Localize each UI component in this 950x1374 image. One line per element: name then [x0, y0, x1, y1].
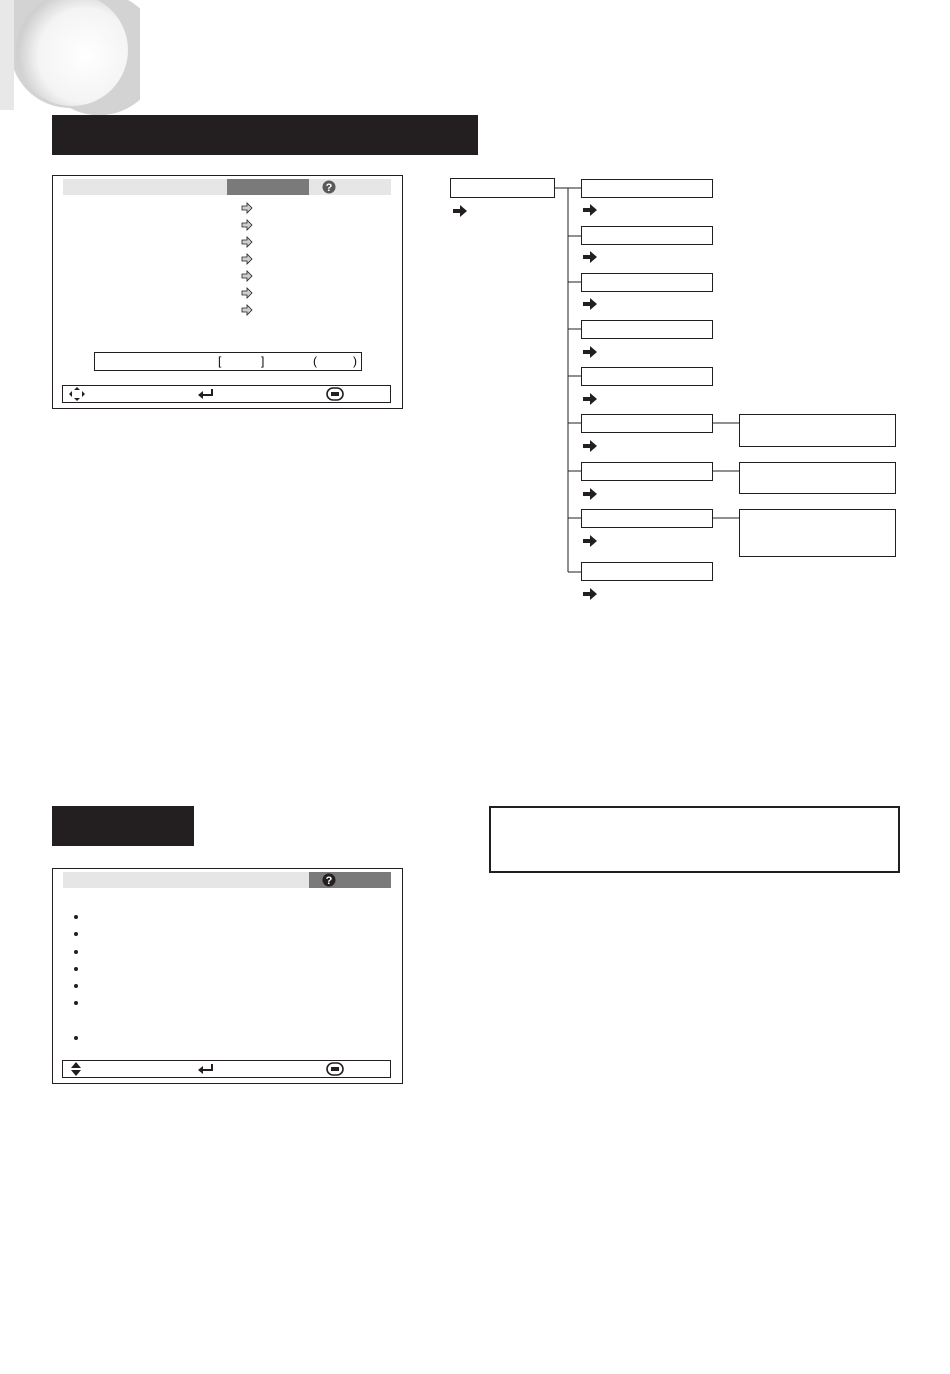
submenu-arrow-icon[interactable] — [241, 219, 253, 231]
tree-sub-box — [740, 415, 896, 447]
svg-text:?: ? — [325, 875, 333, 887]
enter-return-icon — [197, 387, 215, 401]
svg-text:?: ? — [325, 182, 333, 194]
menu-footer-bar — [62, 385, 391, 403]
submenu-arrow-icon[interactable] — [241, 304, 253, 316]
submenu-arrow-icon[interactable] — [241, 236, 253, 248]
on-screen-menu — [52, 868, 403, 1084]
help-icon[interactable] — [322, 180, 336, 194]
tree-sub-box — [740, 510, 896, 557]
bullet-point — [74, 1036, 78, 1040]
tree-branch-box — [582, 563, 713, 581]
menu-header-bar — [63, 872, 309, 888]
menu-tree-diagram — [440, 170, 910, 610]
bracket: ] — [261, 354, 265, 368]
bullet-point — [74, 950, 78, 954]
four-way-navigation-icon — [67, 387, 87, 401]
tree-branch-box — [582, 368, 713, 386]
bullet-point — [74, 932, 78, 936]
menu-footer-bar — [62, 1060, 391, 1078]
submenu-arrow-icon[interactable] — [241, 202, 253, 214]
black-right-arrow-icon — [583, 346, 597, 358]
corner-decoration — [0, 0, 140, 120]
black-right-arrow-icon — [583, 440, 597, 452]
enter-return-icon — [197, 1062, 215, 1076]
up-down-navigation-icon — [69, 1062, 83, 1076]
note-box — [489, 806, 900, 873]
tree-branch-box — [582, 180, 713, 198]
selected-menu-tab[interactable] — [227, 179, 309, 195]
black-right-arrow-icon — [583, 488, 597, 500]
tree-branch-box — [582, 415, 713, 433]
bracket: [ — [218, 354, 222, 368]
black-right-arrow-icon — [583, 298, 597, 310]
submenu-arrow-icon[interactable] — [241, 287, 253, 299]
parenthesis: ) — [353, 354, 357, 368]
black-right-arrow-icon — [583, 535, 597, 547]
tree-branch-box — [582, 227, 713, 245]
tree-branch-box — [582, 321, 713, 339]
status-field — [94, 352, 362, 371]
menu-button-icon — [326, 1062, 344, 1076]
black-right-arrow-icon — [583, 393, 597, 405]
bullet-point — [74, 915, 78, 919]
menu-button-icon — [326, 387, 344, 401]
tree-sub-box — [740, 463, 896, 494]
black-right-arrow-icon — [453, 205, 467, 217]
menu-header-bar — [63, 179, 227, 195]
help-icon[interactable] — [322, 873, 336, 887]
tree-branch-box — [582, 274, 713, 292]
submenu-arrow-icon[interactable] — [241, 253, 253, 265]
black-right-arrow-icon — [583, 204, 597, 216]
submenu-arrow-icon[interactable] — [241, 270, 253, 282]
parenthesis: ( — [313, 354, 317, 368]
black-right-arrow-icon — [583, 251, 597, 263]
black-right-arrow-icon — [583, 588, 597, 600]
bullet-point — [74, 967, 78, 971]
section-title-bar — [52, 115, 478, 155]
on-screen-menu — [52, 175, 403, 409]
tree-branch-box — [582, 463, 713, 481]
bullet-point — [74, 984, 78, 988]
tree-root-box — [451, 179, 555, 198]
section-title-bar — [52, 806, 194, 846]
bullet-point — [74, 1001, 78, 1005]
tree-branch-box — [582, 510, 713, 528]
